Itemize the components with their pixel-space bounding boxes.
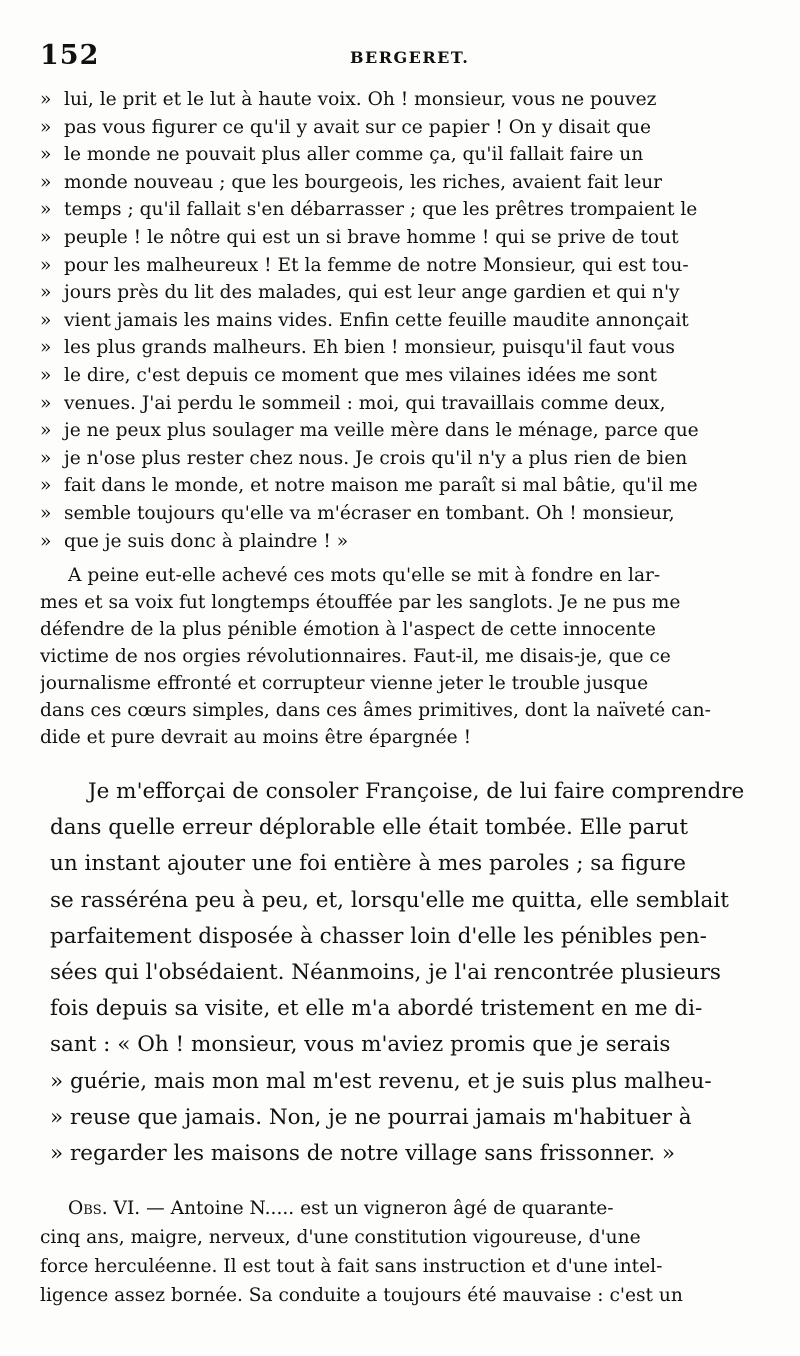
- quote-line: » pas vous figurer ce qu'il y avait sur ce papier ! On y disait que: [40, 116, 651, 138]
- text-line: mes et sa voix fut longtemps étouffée par les sanglots. Je ne pus me: [40, 592, 681, 613]
- quote-line: » je n'ose plus rester chez nous. Je crois qu'il n'y a plus rien de bien: [40, 447, 688, 469]
- text-line: défendre de la plus pénible émotion à l'aspect de cette innocente: [40, 619, 656, 640]
- page-number: 152: [40, 40, 100, 71]
- text-line: A peine eut-elle achevé ces mots qu'elle se mit à fondre en lar-: [68, 565, 661, 586]
- text-line: un instant ajouter une foi entière à mes paroles ; sa figure: [50, 851, 686, 877]
- text-line: fois depuis sa visite, et elle m'a abordé tristement en me di-: [50, 996, 703, 1022]
- quote-line: » le monde ne pouvait plus aller comme ça, qu'il fallait faire un: [40, 144, 644, 166]
- text-line: force herculéenne. Il est tout à fait sans instruction et d'une intel-: [40, 1256, 663, 1277]
- text-line: dide et pure devrait au moins être épargnée !: [40, 727, 472, 748]
- text-line: Je m'efforçai de consoler Françoise, de lui faire comprendre: [88, 779, 745, 804]
- quote-line: » fait dans le monde, et notre maison me paraît si mal bâtie, qu'il me: [40, 475, 698, 497]
- quote-line: » pour les malheureux ! Et la femme de notre Monsieur, qui est tou-: [40, 254, 689, 276]
- quote-line: » temps ; qu'il fallait s'en débarrasser ; que les prêtres trompaient le: [40, 199, 698, 221]
- text-line: parfaitement disposée à chasser loin d'elle les pénibles pen-: [50, 923, 707, 949]
- quote-line: » que je suis donc à plaindre ! »: [40, 530, 349, 552]
- text-line: » reuse que jamais. Non, je ne pourrai jamais m'habituer à: [50, 1104, 692, 1130]
- text-line: » regarder les maisons de notre village sans frissonner. »: [50, 1140, 676, 1166]
- quote-line: » jours près du lit des malades, qui est leur ange gardien et qui n'y: [40, 282, 680, 304]
- text-line: dans ces cœurs simples, dans ces âmes primitives, dont la naïveté can-: [40, 700, 711, 721]
- page-header: [40, 40, 770, 80]
- text-line: journalisme effronté et corrupteur vienne jeter le trouble jusque: [40, 673, 649, 694]
- main-paragraph: [50, 774, 768, 1172]
- text-line: victime de nos orgies révolutionnaires. Faut-il, me disais-je, que ce: [40, 646, 671, 667]
- narrative-paragraph: [40, 562, 768, 751]
- quote-line: » le dire, c'est depuis ce moment que mes vilaines idées me sont: [40, 364, 657, 386]
- text-line: ligence assez bornée. Sa conduite a toujours été mauvaise : c'est un: [40, 1285, 683, 1306]
- text-line: dans quelle erreur déplorable elle était tombée. Elle parut: [50, 815, 689, 841]
- text-line: se rasséréna peu à peu, et, lorsqu'elle me quitta, elle semblait: [50, 887, 729, 913]
- observation-label: Obs. VI.: [68, 1198, 141, 1219]
- text-line: sées qui l'obsédaient. Néanmoins, je l'ai rencontrée plusieurs: [50, 959, 721, 985]
- quote-line: » venues. J'ai perdu le sommeil : moi, qui travaillais comme deux,: [40, 392, 666, 414]
- text-line: Obs. VI. — Antoine N..... est un vigneron âgé de quarante-: [68, 1198, 614, 1219]
- quote-line: » je ne peux plus soulager ma veille mère dans le ménage, parce que: [40, 420, 699, 442]
- quote-line: » lui, le prit et le lut à haute voix. Oh ! monsieur, vous ne pouvez: [40, 89, 657, 110]
- running-head: BERGERET.: [350, 48, 470, 67]
- quote-line: » monde nouveau ; que les bourgeois, les riches, avaient fait leur: [40, 171, 663, 193]
- quoted-testimony: [40, 86, 768, 555]
- text-line: » guérie, mais mon mal m'est revenu, et je suis plus malheu-: [50, 1068, 712, 1094]
- quote-line: » vient jamais les mains vides. Enfin cette feuille maudite annonçait: [40, 309, 689, 331]
- text-line: cinq ans, maigre, nerveux, d'une constitution vigoureuse, d'une: [40, 1227, 641, 1248]
- observation-entry: [40, 1194, 768, 1310]
- quote-line: » les plus grands malheurs. Eh bien ! monsieur, puisqu'il faut vous: [40, 337, 675, 359]
- quote-line: » semble toujours qu'elle va m'écraser en tombant. Oh ! monsieur,: [40, 502, 675, 524]
- text-line: sant : « Oh ! monsieur, vous m'aviez promis que je serais: [50, 1032, 671, 1058]
- quote-line: » peuple ! le nôtre qui est un si brave homme ! qui se prive de tout: [40, 226, 679, 248]
